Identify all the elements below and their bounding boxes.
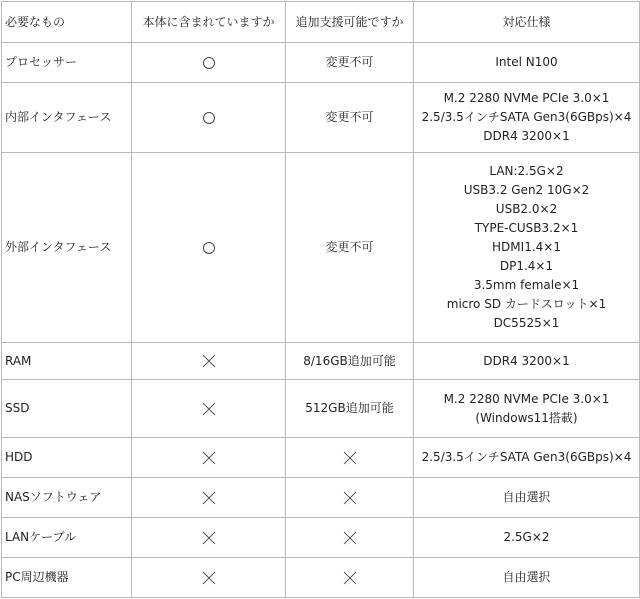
table-body [2, 43, 640, 598]
spec-line: 2.5G×2 [503, 530, 550, 544]
spec-cell [414, 43, 640, 83]
spec-cell [414, 558, 640, 598]
circle-mark-icon [203, 242, 215, 254]
spec-cell [414, 438, 640, 478]
included-cell [132, 83, 286, 153]
included-cell [132, 343, 286, 380]
included-cell [132, 558, 286, 598]
item-name: LANケーブル [2, 518, 132, 558]
included-cell [132, 43, 286, 83]
item-name: PC周辺機器 [2, 558, 132, 598]
table-row [2, 518, 640, 558]
item-name: NASソフトウェア [2, 478, 132, 518]
spec-line: 自由選択 [502, 490, 551, 504]
cross-mark-icon [201, 401, 217, 417]
item-name: HDD [2, 438, 132, 478]
item-name: SSD [2, 380, 132, 438]
spec-line: 3.5mm female×1 [473, 278, 580, 292]
table-row [2, 478, 640, 518]
spec-cell [414, 153, 640, 343]
addable-cell: 8/16GB追加可能 [286, 343, 414, 380]
cross-mark-icon [342, 530, 358, 546]
addable-cell: 変更不可 [286, 83, 414, 153]
included-cell [132, 153, 286, 343]
header-addable: 追加支援可能ですか [286, 2, 414, 43]
spec-line: 自由選択 [502, 570, 551, 584]
included-cell [132, 438, 286, 478]
spec-line: micro SD カードスロット×1 [446, 297, 607, 311]
spec-line: Intel N100 [495, 55, 558, 69]
spec-line: DDR4 3200×1 [483, 353, 570, 368]
cross-mark-icon [201, 570, 217, 586]
spec-line: 2.5/3.5インチSATA Gen3(6GBps)×4 [421, 450, 632, 464]
table-row [2, 380, 640, 438]
spec-line: (Windows11搭載) [475, 410, 578, 425]
addable-cell [286, 558, 414, 598]
spec-line: TYPE-CUSB3.2×1 [474, 221, 579, 235]
spec-line: DC5525×1 [493, 316, 560, 330]
table-row [2, 438, 640, 478]
item-name: 外部インタフェース [2, 153, 132, 343]
cross-mark-icon [342, 570, 358, 586]
cross-mark-icon [201, 530, 217, 546]
item-name: RAM [2, 343, 132, 380]
spec-line: USB3.2 Gen2 10G×2 [463, 183, 590, 197]
spec-line: DDR4 3200×1 [483, 129, 570, 143]
spec-cell [414, 518, 640, 558]
header-spec: 対応仕様 [414, 2, 640, 43]
cross-mark-icon [201, 450, 217, 466]
table-row [2, 83, 640, 153]
header-row [2, 2, 640, 43]
spec-line: LAN:2.5G×2 [489, 164, 564, 178]
spec-line: M.2 2280 NVMe PCIe 3.0×1 [443, 91, 610, 105]
cross-mark-icon [342, 450, 358, 466]
spec-cell [414, 478, 640, 518]
table-row [2, 43, 640, 83]
header-required-items: 必要なもの [2, 2, 132, 43]
circle-mark-icon [203, 57, 215, 69]
item-name: プロセッサー [2, 43, 132, 83]
spec-line: USB2.0×2 [495, 202, 558, 216]
included-cell [132, 380, 286, 438]
requirements-table [1, 1, 640, 598]
cross-mark-icon [201, 490, 217, 506]
header-included: 本体に含まれていますか [132, 2, 286, 43]
included-cell [132, 518, 286, 558]
circle-mark-icon [203, 112, 215, 124]
table-row [2, 558, 640, 598]
addable-cell [286, 438, 414, 478]
addable-cell [286, 478, 414, 518]
spec-cell [414, 380, 640, 438]
addable-cell: 512GB追加可能 [286, 380, 414, 438]
table-row [2, 343, 640, 380]
table-row [2, 153, 640, 343]
addable-cell [286, 518, 414, 558]
cross-mark-icon [201, 353, 217, 369]
spec-cell [414, 83, 640, 153]
spec-line: 2.5/3.5インチSATA Gen3(6GBps)×4 [421, 110, 632, 124]
addable-cell: 変更不可 [286, 153, 414, 343]
item-name: 内部インタフェース [2, 83, 132, 153]
spec-line: DP1.4×1 [499, 259, 554, 273]
addable-cell: 変更不可 [286, 43, 414, 83]
spec-line: M.2 2280 NVMe PCIe 3.0×1 [443, 391, 610, 406]
cross-mark-icon [342, 490, 358, 506]
included-cell [132, 478, 286, 518]
spec-cell [414, 343, 640, 380]
spec-line: HDMI1.4×1 [492, 240, 561, 254]
